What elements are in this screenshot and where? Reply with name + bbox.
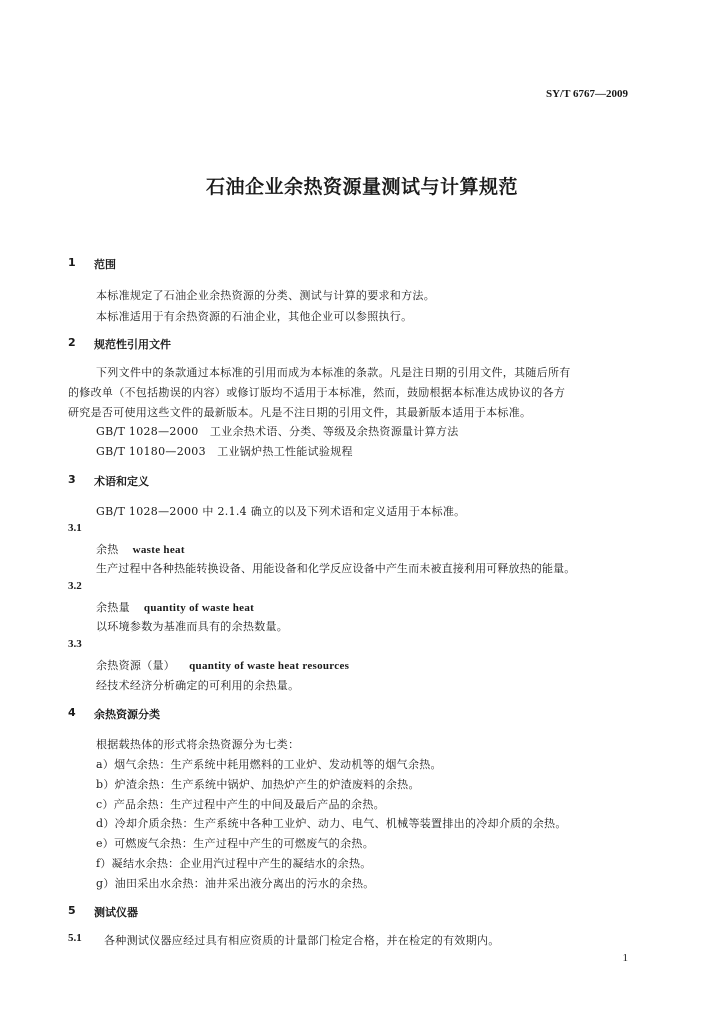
- section-5-1-number: 5.1: [68, 932, 82, 944]
- section-5-number: 5: [68, 904, 76, 917]
- list-item: g）油田采出水余热：油井采出液分离出的污水的余热。: [96, 877, 375, 890]
- reference-gbt-10180: GB/T 10180—2003 工业锅炉热工性能试验规程: [96, 445, 353, 458]
- standard-code: SY/T 6767—2009: [545, 88, 628, 100]
- section-5-1-text: 各种测试仪器应经过具有相应资质的计量部门检定合格，并在检定的有效期内。: [104, 934, 500, 947]
- term-3-2-number: 3.2: [68, 580, 82, 592]
- section-1-title: 范围: [94, 258, 116, 271]
- section-3-title: 术语和定义: [94, 475, 149, 488]
- list-item: d）冷却介质余热：生产系统中各种工业炉、动力、电气、机械等装置排出的冷却介质的余热。: [96, 817, 567, 830]
- list-item: c）产品余热：生产过程中产生的中间及最后产品的余热。: [96, 798, 385, 811]
- term-3-2-zh: 余热量: [96, 601, 130, 614]
- document-title: 石油企业余热资源量测试与计算规范: [205, 176, 518, 198]
- section-2-title: 规范性引用文件: [94, 338, 171, 351]
- term-3-2-en: quantity of waste heat: [143, 602, 255, 614]
- section-1-paragraph-1: 本标准规定了石油企业余热资源的分类、测试与计算的要求和方法。: [96, 289, 435, 302]
- section-3-intro: GB/T 1028—2000 中 2.1.4 确立的以及下列术语和定义适用于本标准。: [96, 505, 466, 518]
- term-3-1-zh: 余热: [96, 543, 119, 556]
- term-3-1-name: [96, 541, 185, 557]
- section-2-paragraph-line-2: 的修改单（不包括勘误的内容）或修订版均不适用于本标准，然而，鼓励根据本标准达成协议的各方: [68, 386, 566, 399]
- list-item: b）炉渣余热：生产系统中锅炉、加热炉产生的炉渣废料的余热。: [96, 778, 420, 791]
- list-item: f）凝结水余热：企业用汽过程中产生的凝结水的余热。: [96, 857, 372, 870]
- term-3-2-name: [96, 599, 254, 615]
- term-3-2-definition: 以环境参数为基准而具有的余热数量。: [96, 620, 289, 633]
- list-item: e）可燃废气余热：生产过程中产生的可燃废气的余热。: [96, 837, 375, 850]
- section-1-paragraph-2: 本标准适用于有余热资源的石油企业，其他企业可以参照执行。: [96, 310, 413, 323]
- section-1-number: 1: [68, 256, 76, 269]
- reference-gbt-1028: GB/T 1028—2000 工业余热术语、分类、等级及余热资源量计算方法: [96, 425, 459, 438]
- term-3-3-definition: 经技术经济分析确定的可利用的余热量。: [96, 679, 300, 692]
- page-number: 1: [622, 952, 628, 964]
- term-3-3-en: quantity of waste heat resources: [189, 660, 350, 672]
- section-3-number: 3: [68, 473, 76, 486]
- term-3-1-definition: 生产过程中各种热能转换设备、用能设备和化学反应设备中产生而未被直接利用可释放热的能量。: [96, 562, 576, 575]
- section-4-number: 4: [68, 706, 76, 719]
- section-2-number: 2: [68, 336, 76, 349]
- section-4-title: 余热资源分类: [94, 708, 160, 721]
- section-4-intro: 根据载热体的形式将余热资源分为七类：: [96, 738, 300, 751]
- term-3-1-number: 3.1: [68, 522, 82, 534]
- term-3-3-zh: 余热资源（量）: [96, 659, 176, 672]
- term-3-1-en: waste heat: [132, 544, 185, 556]
- term-3-3-number: 3.3: [68, 638, 82, 650]
- section-2-paragraph-line-3: 研究是否可使用这些文件的最新版本。凡是不注日期的引用文件，其最新版本适用于本标准。: [68, 406, 532, 419]
- term-3-3-name: [96, 657, 349, 673]
- list-item: a）烟气余热：生产系统中耗用燃料的工业炉、发动机等的烟气余热。: [96, 758, 442, 771]
- section-2-paragraph-line-1: 下列文件中的条款通过本标准的引用而成为本标准的条款。凡是注日期的引用文件，其随后所有: [96, 366, 571, 379]
- section-5-title: 测试仪器: [94, 906, 138, 919]
